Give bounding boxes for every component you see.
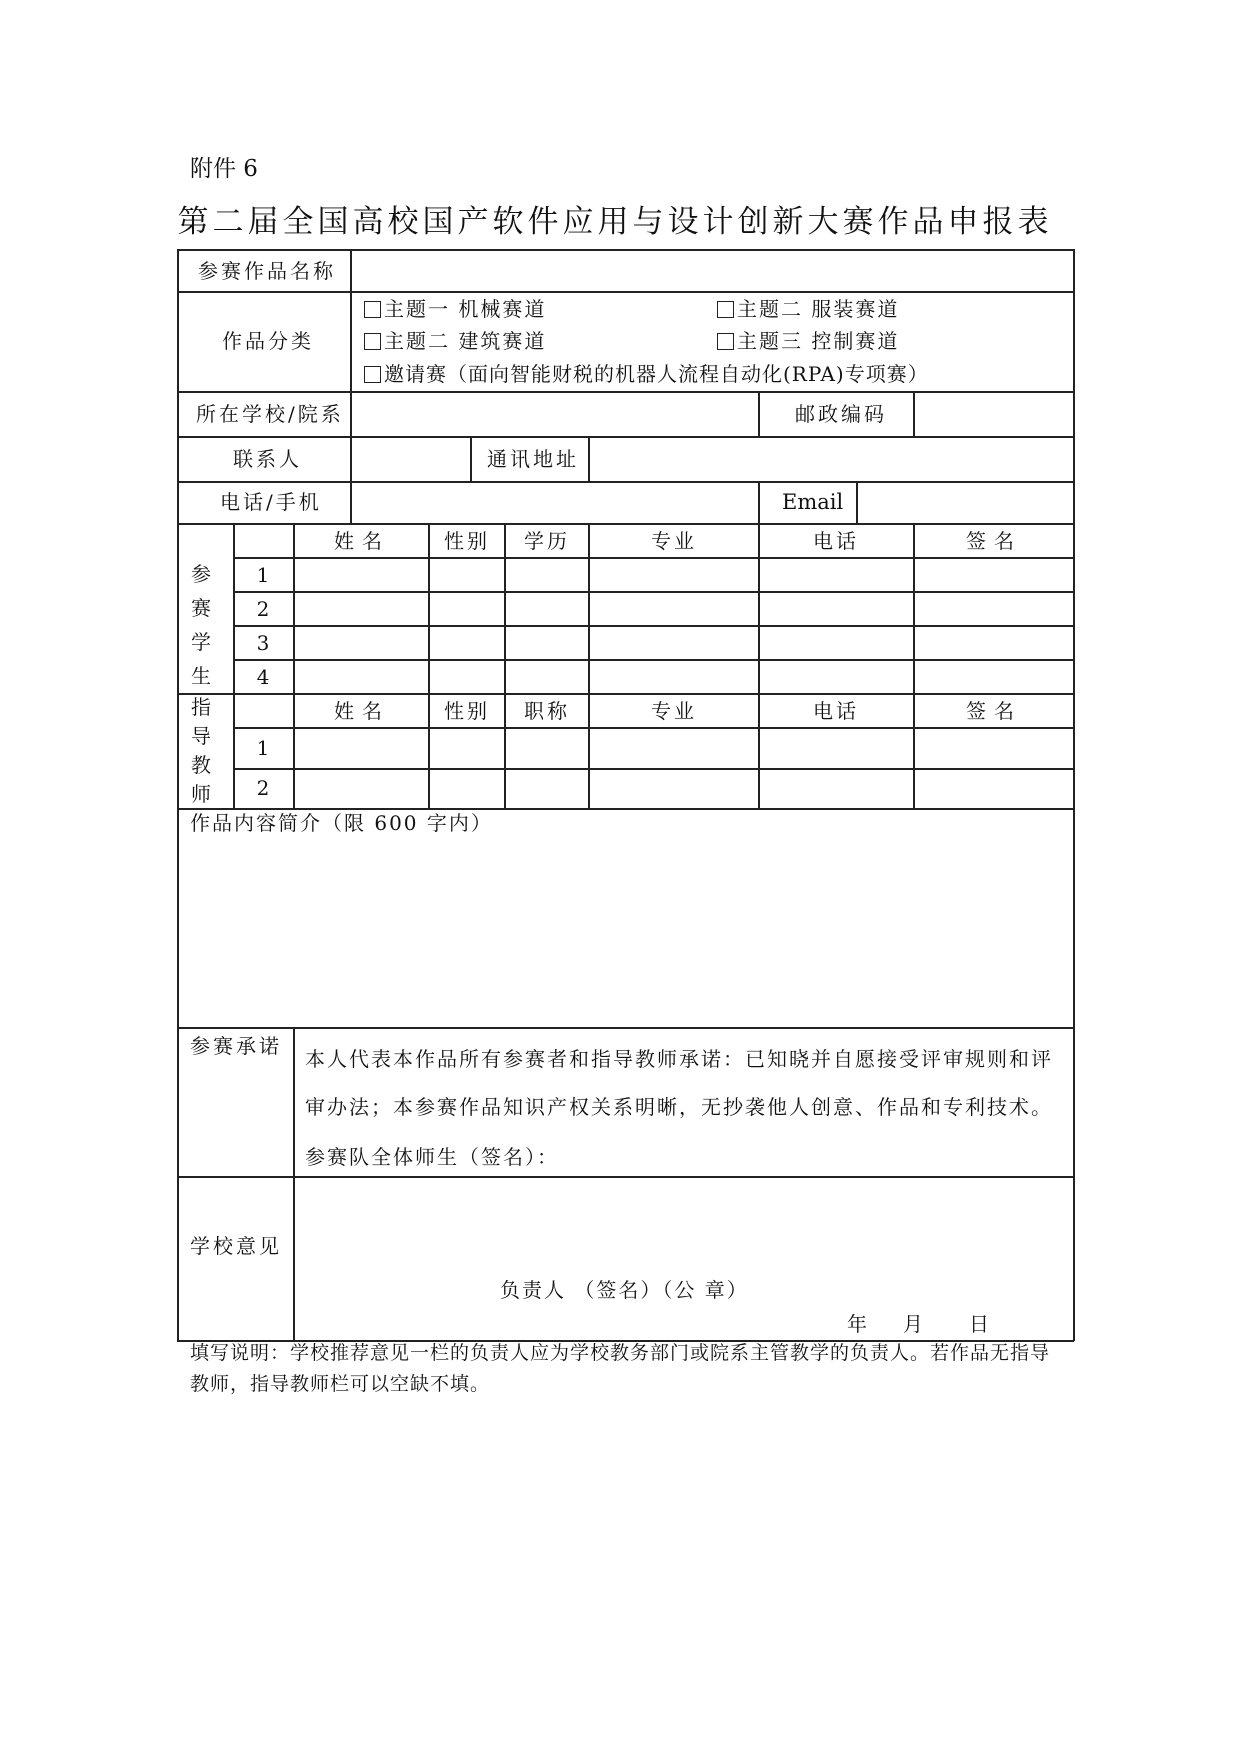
student-row-number: 3 <box>256 631 270 655</box>
category-option-architecture[interactable]: 主题二 建筑赛道 <box>364 328 546 354</box>
teacher-header-title: 职称 <box>524 699 570 723</box>
filling-instructions: 填写说明：学校推荐意见一栏的负责人应为学校教务部门或院系主管教学的负责人。若作品无指导教师，指导教师栏可以空缺不填。 <box>190 1342 1051 1395</box>
commitment-label: 参赛承诺 <box>190 1034 282 1058</box>
postal-code-label: 邮政编码 <box>795 402 887 426</box>
category-option-clothing[interactable]: 主题二 服装赛道 <box>717 296 899 322</box>
student-row-number: 2 <box>256 597 270 621</box>
school-opinion-label: 学校意见 <box>190 1234 282 1258</box>
teachers-side-label: 指 导 教 师 <box>191 695 211 806</box>
entry-name-label: 参赛作品名称 <box>198 259 336 283</box>
phone-field[interactable] <box>352 483 757 522</box>
student-header-phone: 电话 <box>813 529 859 553</box>
category-option-invitational[interactable]: 邀请赛（面向智能财税的机器人流程自动化(RPA)专项赛） <box>364 361 929 387</box>
student-header-signature: 签名 <box>966 529 1022 553</box>
teacher-header-name: 姓名 <box>334 699 390 723</box>
email-field[interactable] <box>858 483 1072 522</box>
commitment-line: 本人代表本作品所有参赛者和指导教师承诺：已知晓并自愿接受评审规则和评 <box>305 1047 1053 1071</box>
checkbox-icon[interactable] <box>364 301 381 318</box>
address-label: 通讯地址 <box>487 447 579 471</box>
teacher-header-signature: 签名 <box>966 699 1022 723</box>
contact-label: 联系人 <box>233 447 302 471</box>
teacher-row-number: 1 <box>256 736 270 760</box>
address-field[interactable] <box>590 438 1072 480</box>
summary-field[interactable] <box>179 840 1072 1026</box>
student-header-education: 学历 <box>524 529 570 553</box>
school-label: 所在学校/院系 <box>196 402 344 426</box>
attachment-label: 附件 6 <box>190 156 258 182</box>
contact-field[interactable] <box>352 438 469 480</box>
category-label: 作品分类 <box>222 329 314 353</box>
date-day: 日 <box>969 1312 992 1336</box>
school-field[interactable] <box>352 393 757 435</box>
checkbox-icon[interactable] <box>717 301 734 318</box>
students-side-label: 参 赛 学 生 <box>191 562 211 688</box>
postal-code-field[interactable] <box>915 393 1072 435</box>
teacher-header-phone: 电话 <box>813 699 859 723</box>
commitment-line: 审办法；本参赛作品知识产权关系明晰，无抄袭他人创意、作品和专利技术。 <box>305 1095 1053 1119</box>
student-header-major: 专业 <box>651 529 697 553</box>
commitment-line: 参赛队全体师生（签名）： <box>305 1145 559 1169</box>
teacher-row-number: 2 <box>256 776 270 800</box>
student-header-name: 姓名 <box>334 529 390 553</box>
teacher-header-major: 专业 <box>651 699 697 723</box>
category-option-mechanical[interactable]: 主题一 机械赛道 <box>364 296 546 322</box>
checkbox-icon[interactable] <box>364 366 381 383</box>
teacher-header-gender: 性别 <box>444 699 490 723</box>
summary-label: 作品内容简介（限 600 字内） <box>190 811 493 835</box>
form-title: 第二届全国高校国产软件应用与设计创新大赛作品申报表 <box>177 204 1053 240</box>
school-opinion-field[interactable] <box>295 1178 1072 1278</box>
email-label: Email <box>782 490 844 514</box>
category-option-control[interactable]: 主题三 控制赛道 <box>717 328 899 354</box>
student-header-gender: 性别 <box>444 529 490 553</box>
date-year: 年 <box>847 1312 870 1336</box>
responsible-signature: 负责人 （签名）（公 章） <box>500 1278 749 1302</box>
checkbox-icon[interactable] <box>717 333 734 350</box>
phone-label: 电话/手机 <box>220 490 322 514</box>
checkbox-icon[interactable] <box>364 333 381 350</box>
student-row-number: 1 <box>256 563 270 587</box>
entry-name-field[interactable] <box>352 251 1072 291</box>
student-row-number: 4 <box>256 665 270 689</box>
date-month: 月 <box>903 1312 926 1336</box>
